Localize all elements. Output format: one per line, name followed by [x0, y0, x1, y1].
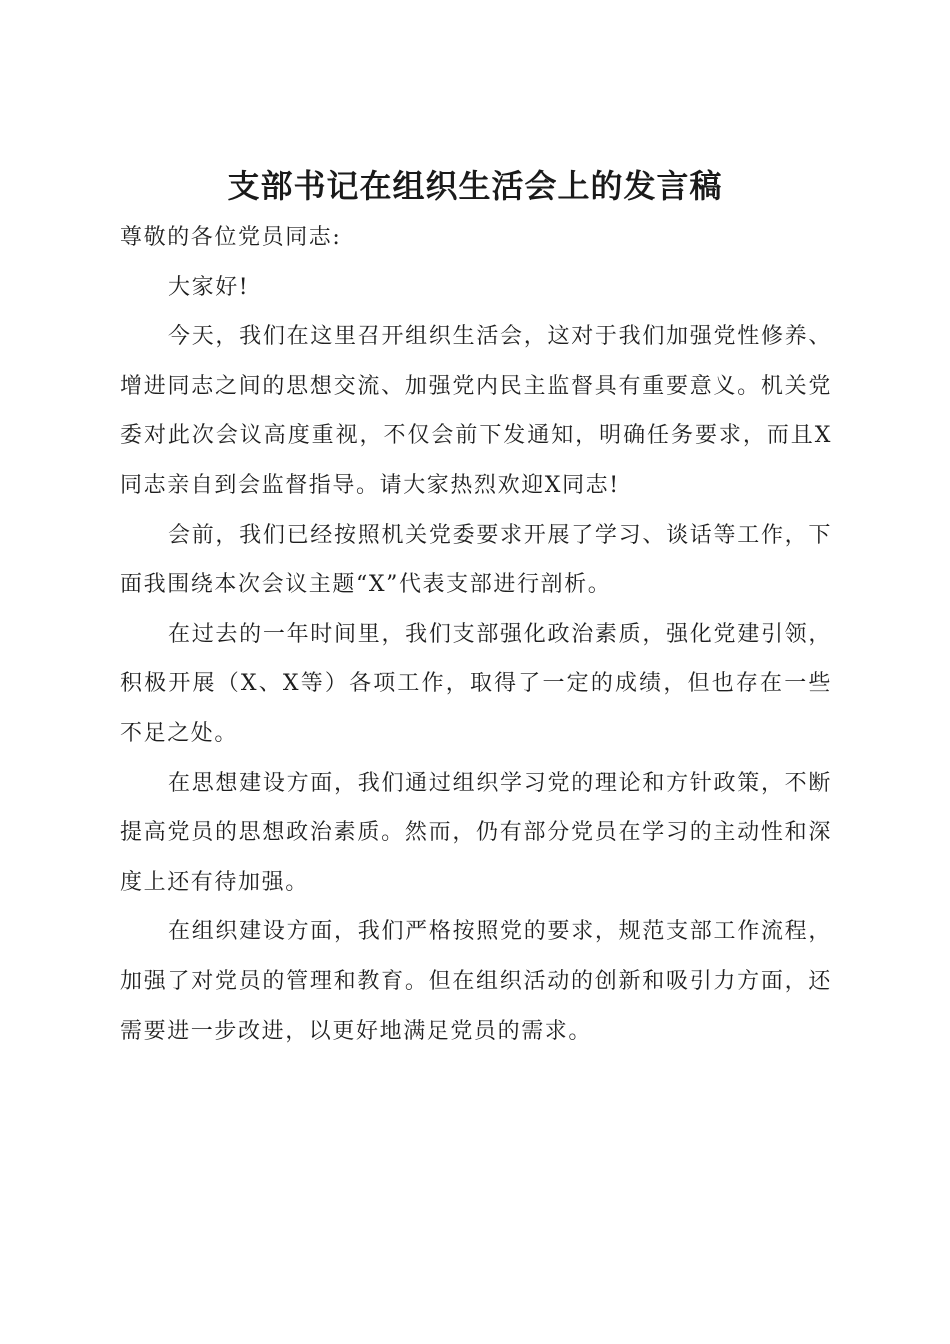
document-body — [120, 213, 832, 1056]
paragraph-summary: 在过去的一年时间里，我们支部强化政治素质，强化党建引领，积极开展（X、X等）各项工作，取得了一定的成绩，但也存在一些不足之处。 — [120, 621, 832, 746]
paragraph-opening: 今天，我们在这里召开组织生活会，这对于我们加强党性修养、增进同志之间的思想交流、加强党内民主监督具有重要意义。机关党委对此次会议高度重视，不仅会前下发通知，明确任务要求，而且X同志亲自到会监督指导。请大家热烈欢迎X同志! — [120, 324, 832, 498]
paragraph-organizational-building: 在组织建设方面，我们严格按照党的要求，规范支部工作流程，加强了对党员的管理和教育。但在组织活动的创新和吸引力方面，还需要进一步改进，以更好地满足党员的需求。 — [120, 919, 832, 1044]
document-title: 支部书记在组织生活会上的发言稿 — [227, 167, 723, 205]
paragraph-preparation: 会前，我们已经按照机关党委要求开展了学习、谈话等工作，下面我围绕本次会议主题“X”代表支部进行剖析。 — [120, 522, 832, 598]
paragraph-ideological-building: 在思想建设方面，我们通过组织学习党的理论和方针政策，不断提高党员的思想政治素质。然而，仍有部分党员在学习的主动性和深度上还有待加强。 — [120, 770, 832, 895]
paragraph-greeting: 大家好! — [168, 274, 250, 300]
salutation: 尊敬的各位党员同志: — [120, 225, 342, 250]
